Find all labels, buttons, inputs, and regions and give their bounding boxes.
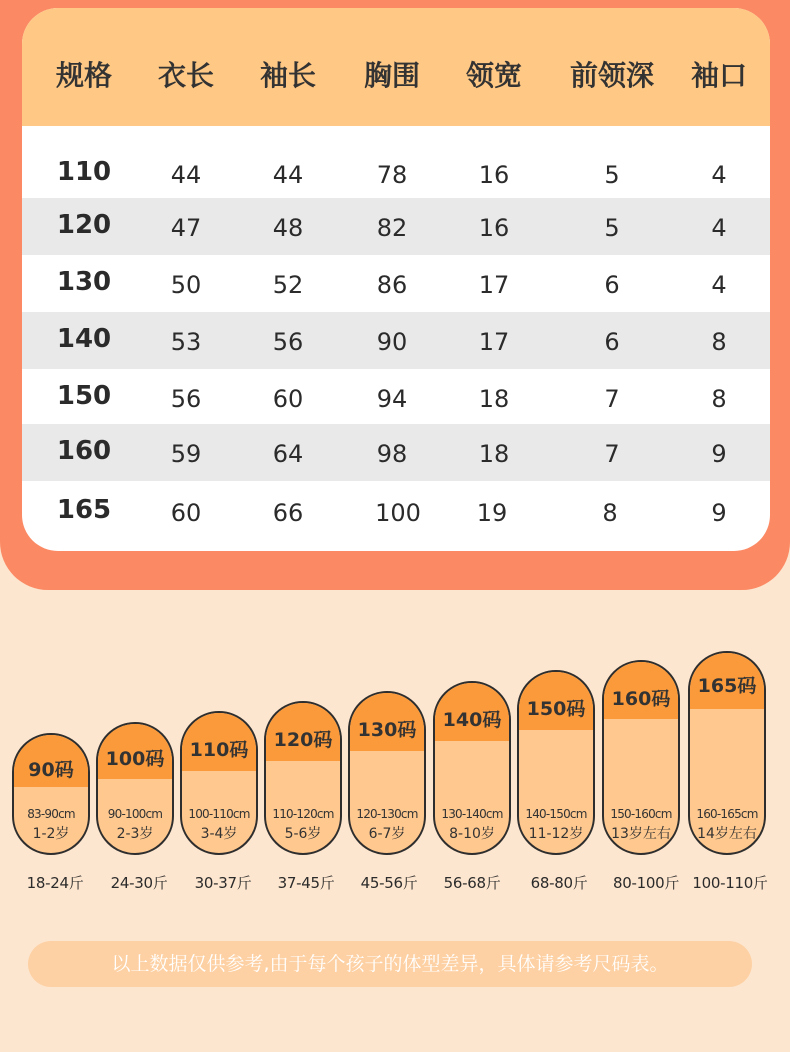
table-cell: 78 (376, 161, 408, 189)
pill-age-range: 14岁左右 (697, 826, 757, 842)
size-pill-150 (517, 670, 595, 855)
weight-label: 37-45斤 (277, 874, 335, 892)
weight-label: 30-37斤 (194, 874, 252, 892)
table-cell: 120 (56, 210, 112, 240)
table-cell: 47 (170, 214, 202, 242)
header-spec: 规格 (55, 59, 113, 92)
weight-label: 18-24斤 (26, 874, 84, 892)
table-cell: 100 (375, 499, 421, 527)
pill-height-range: 130-140cm (441, 807, 503, 821)
pill-size-label: 100码 (105, 748, 165, 770)
disclaimer-note: 以上数据仅供参考,由于每个孩子的体型差异，具体请参考尺码表。 (28, 941, 752, 987)
table-cell: 53 (170, 328, 202, 356)
table-cell: 59 (170, 440, 202, 468)
table-cell: 56 (170, 385, 202, 413)
table-cell: 18 (478, 440, 510, 468)
table-cell: 86 (376, 271, 408, 299)
header-length: 衣长 (157, 59, 215, 92)
header-chest: 胸围 (363, 59, 421, 92)
pill-height-range: 140-150cm (525, 807, 587, 821)
size-pill-110 (180, 711, 258, 855)
table-cell: 4 (711, 271, 727, 299)
table-cell: 17 (478, 328, 510, 356)
pill-height-range: 110-120cm (272, 807, 334, 821)
weight-label: 80-100斤 (612, 874, 680, 892)
weight-label: 24-30斤 (110, 874, 168, 892)
table-cell: 110 (56, 157, 112, 187)
table-cell: 17 (478, 271, 510, 299)
pill-age-range: 6-7岁 (368, 826, 406, 842)
table-cell: 130 (56, 267, 112, 297)
pill-size-label: 120码 (273, 729, 333, 751)
table-cell: 8 (711, 385, 727, 413)
size-pill-90 (12, 733, 90, 855)
table-cell: 94 (376, 385, 408, 413)
table-cell: 140 (56, 324, 112, 354)
table-cell: 44 (272, 161, 304, 189)
size-pill-165 (688, 651, 766, 855)
table-cell: 64 (272, 440, 304, 468)
pill-age-range: 8-10岁 (449, 826, 495, 842)
pill-size-label: 140码 (442, 709, 502, 731)
pill-age-range: 2-3岁 (116, 826, 154, 842)
table-cell: 44 (170, 161, 202, 189)
table-cell: 150 (56, 381, 112, 411)
table-cell: 56 (272, 328, 304, 356)
pill-size-label: 110码 (189, 739, 249, 761)
header-cuff: 袖口 (690, 59, 748, 92)
table-cell: 9 (711, 499, 727, 527)
table-cell: 90 (376, 328, 408, 356)
pill-size-label: 165码 (697, 675, 757, 697)
pill-age-range: 1-2岁 (32, 826, 70, 842)
table-cell: 4 (711, 161, 727, 189)
pill-age-range: 3-4岁 (200, 826, 238, 842)
table-cell: 16 (478, 161, 510, 189)
table-cell: 50 (170, 271, 202, 299)
size-pill-100 (96, 722, 174, 855)
pill-age-range: 13岁左右 (611, 826, 671, 842)
table-cell: 6 (604, 328, 620, 356)
table-cell: 66 (272, 499, 304, 527)
table-cell: 18 (478, 385, 510, 413)
pill-size-label: 150码 (526, 698, 586, 720)
weight-label: 100-110斤 (692, 874, 768, 892)
table-cell: 165 (56, 495, 112, 525)
table-cell: 16 (478, 214, 510, 242)
table-cell: 60 (272, 385, 304, 413)
table-cell: 7 (604, 440, 620, 468)
pill-size-label: 90码 (28, 759, 74, 781)
pill-height-range: 90-100cm (107, 807, 163, 821)
table-cell: 5 (604, 161, 620, 189)
table-cell: 7 (604, 385, 620, 413)
header-sleeve: 袖长 (259, 59, 317, 92)
table-cell: 4 (711, 214, 727, 242)
size-pill-120 (264, 701, 342, 855)
table-cell: 5 (604, 214, 620, 242)
header-collar-width: 领宽 (465, 59, 523, 92)
table-cell: 9 (711, 440, 727, 468)
weight-label: 56-68斤 (443, 874, 501, 892)
size-pill-160 (602, 660, 680, 855)
pill-age-range: 11-12岁 (528, 826, 584, 842)
table-cell: 52 (272, 271, 304, 299)
pill-size-label: 130码 (357, 719, 417, 741)
pill-size-label: 160码 (611, 688, 671, 710)
pill-height-range: 100-110cm (188, 807, 250, 821)
table-cell: 60 (170, 499, 202, 527)
pill-height-range: 150-160cm (610, 807, 672, 821)
weight-label: 45-56斤 (360, 874, 418, 892)
pill-height-range: 120-130cm (356, 807, 418, 821)
size-pill-130 (348, 691, 426, 855)
table-cell: 8 (602, 499, 618, 527)
table-cell: 160 (56, 436, 112, 466)
table-cell: 82 (376, 214, 408, 242)
table-cell: 6 (604, 271, 620, 299)
pill-age-range: 5-6岁 (284, 826, 322, 842)
size-pill-140 (433, 681, 511, 855)
header-front-neck: 前领深 (569, 59, 655, 92)
pill-height-range: 83-90cm (27, 807, 75, 821)
pill-height-range: 160-165cm (696, 807, 758, 821)
table-cell: 98 (376, 440, 408, 468)
table-cell: 19 (476, 499, 508, 527)
table-cell: 48 (272, 214, 304, 242)
weight-label: 68-80斤 (530, 874, 588, 892)
table-cell: 8 (711, 328, 727, 356)
